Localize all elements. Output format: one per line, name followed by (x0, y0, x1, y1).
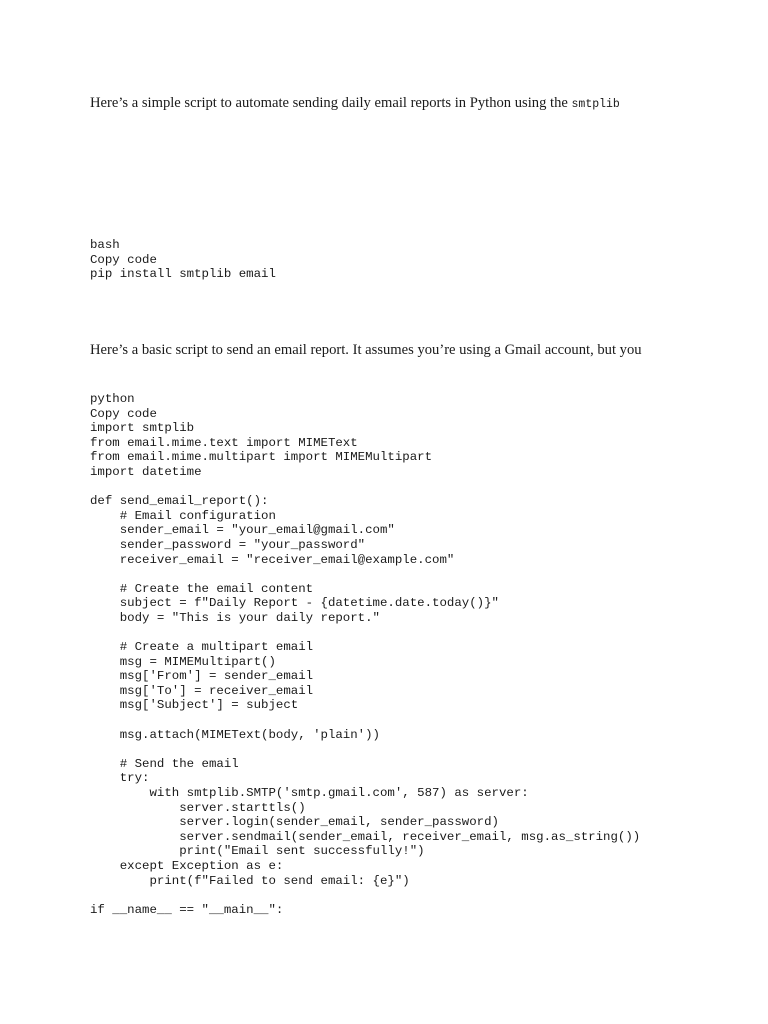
install-code-block (90, 238, 276, 282)
code-line: sender_password = "your_password" (90, 537, 366, 552)
intro-paragraph (90, 94, 620, 114)
code-line: # Send the email (90, 756, 239, 771)
code-line (90, 567, 640, 582)
code-line: python (90, 392, 135, 406)
code-line: msg['To'] = receiver_email (90, 683, 314, 698)
second-paragraph: Here’s a basic script to send an email report. It assumes you’re using a Gmail account, but you (90, 342, 642, 358)
code-line: server.starttls() (90, 800, 306, 815)
intro-text: Here’s a simple script to automate sending daily email reports in Python using the (90, 95, 572, 111)
code-line (90, 626, 640, 641)
code-line: print(f"Failed to send email: {e}") (90, 873, 410, 888)
code-line: from email.mime.multipart import MIMEMultipart (90, 450, 433, 465)
code-line: try: (90, 771, 150, 786)
code-line: # Create a multipart email (90, 640, 314, 655)
code-line: msg.attach(MIMEText(body, 'plain')) (90, 727, 380, 742)
code-line: bash (90, 238, 120, 252)
code-line: receiver_email = "receiver_email@example.com" (90, 552, 455, 567)
code-line: msg = MIMEMultipart() (90, 654, 276, 669)
code-line: msg['From'] = sender_email (90, 669, 314, 684)
code-line (90, 888, 640, 903)
code-line: from email.mime.text import MIMEText (90, 435, 358, 450)
code-line: Copy code (90, 406, 157, 421)
script-code-block (90, 392, 640, 917)
code-line: if __name__ == "__main__": (90, 902, 284, 917)
code-line: # Email configuration (90, 508, 276, 523)
code-line: server.login(sender_email, sender_password) (90, 815, 499, 830)
code-line: msg['Subject'] = subject (90, 698, 299, 713)
code-line: with smtplib.SMTP('smtp.gmail.com', 587) as server: (90, 786, 529, 801)
code-line: # Create the email content (90, 581, 314, 596)
code-line: sender_email = "your_email@gmail.com" (90, 523, 395, 538)
code-line: print("Email sent successfully!") (90, 844, 425, 859)
code-line: import smtplib (90, 421, 195, 436)
code-line: Copy code (90, 252, 157, 267)
intro-inline-code: smtplib (571, 98, 620, 111)
code-line: pip install smtplib email (90, 267, 276, 282)
code-line (90, 480, 640, 495)
code-line: server.sendmail(sender_email, receiver_email, msg.as_string()) (90, 829, 641, 844)
code-line: def send_email_report(): (90, 494, 269, 509)
code-line: import datetime (90, 464, 202, 479)
code-line: subject = f"Daily Report - {datetime.date.today()}" (90, 596, 499, 611)
code-line: body = "This is your daily report." (90, 610, 380, 625)
code-line (90, 713, 640, 728)
code-line: except Exception as e: (90, 859, 284, 873)
code-line (90, 742, 640, 757)
